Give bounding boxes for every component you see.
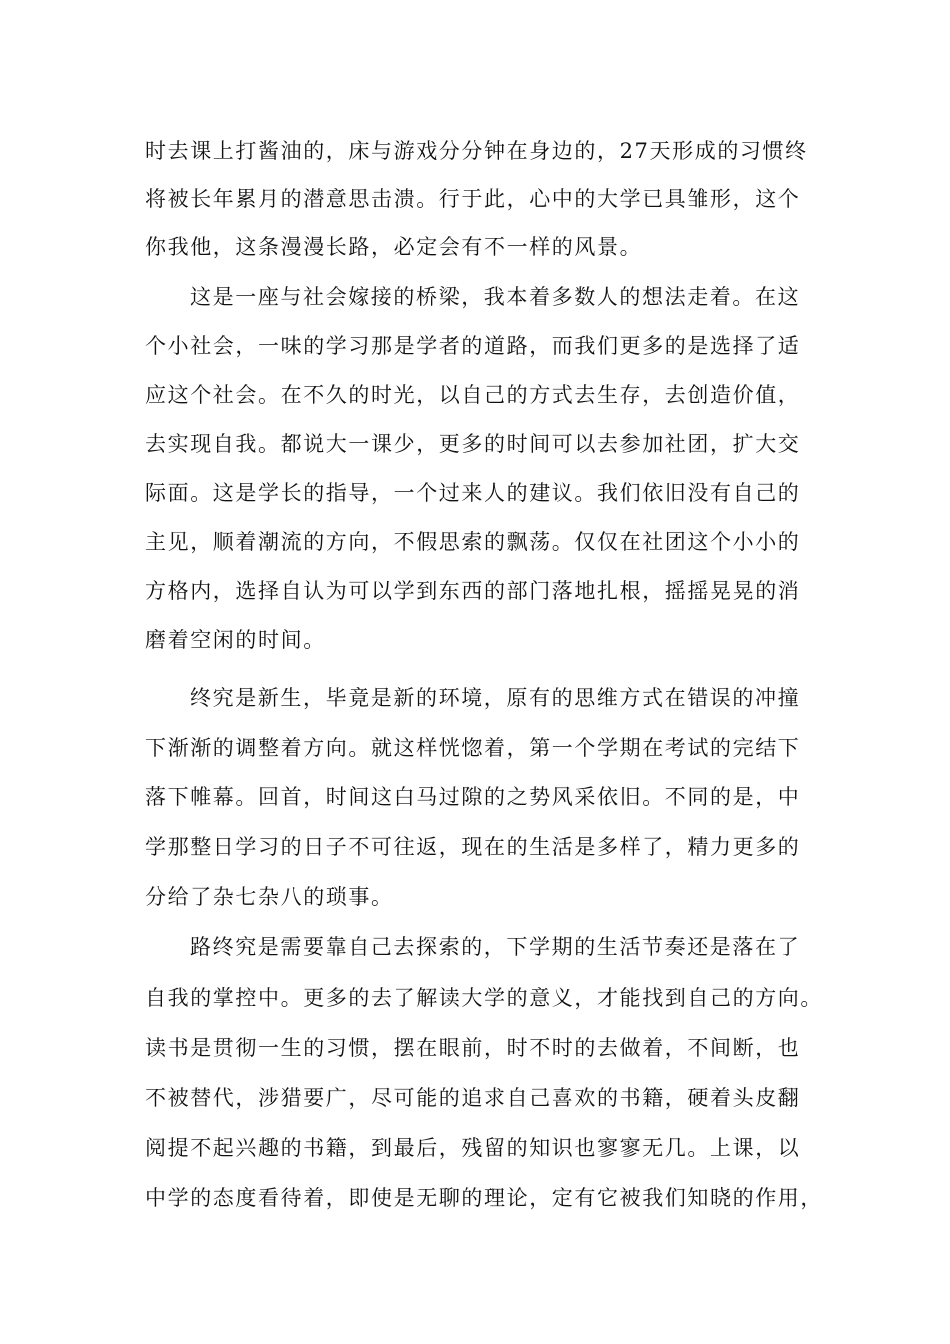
text-line: 不被替代，涉猎要广，尽可能的追求自己喜欢的书籍，硬着头皮翻 <box>145 1086 801 1110</box>
paragraph-first-line: 终究是新生，毕竟是新的环境，原有的思维方式在错误的冲撞 <box>190 686 801 710</box>
text-line: 你我他，这条漫漫长路，必定会有不一样的风景。 <box>145 235 643 259</box>
text-line: 个小社会，一味的学习那是学者的道路，而我们更多的是选择了适 <box>145 334 801 358</box>
text-line: 应这个社会。在不久的时光，以自己的方式去生存，去创造价值， <box>145 383 801 407</box>
text-line: 读书是贯彻一生的习惯，摆在眼前，时不时的去做着，不间断，也 <box>145 1036 801 1060</box>
text-line: 磨着空闲的时间。 <box>145 628 326 652</box>
text-line: 际面。这是学长的指导，一个过来人的建议。我们依旧没有自己的 <box>145 481 801 505</box>
text-line: 学那整日学习的日子不可往返，现在的生活是多样了，精力更多的 <box>145 835 801 859</box>
text-line: 时去课上打酱油的，床与游戏分分钟在身边的，27天形成的习惯终 <box>145 139 808 163</box>
text-line: 落下帷幕。回首，时间这白马过隙的之势风采依旧。不同的是，中 <box>145 785 801 809</box>
text-line: 去实现自我。都说大一课少，更多的时间可以去参加社团，扩大交 <box>145 432 801 456</box>
text-line: 中学的态度看待着，即使是无聊的理论，定有它被我们知晓的作用， <box>145 1186 823 1210</box>
text-line: 下渐渐的调整着方向。就这样恍惚着，第一个学期在考试的完结下 <box>145 736 801 760</box>
paragraph-first-line: 这是一座与社会嫁接的桥梁，我本着多数人的想法走着。在这 <box>190 285 801 309</box>
text-line: 将被长年累月的潜意思击溃。行于此，心中的大学已具雏形，这个 <box>145 187 801 211</box>
text-line: 自我的掌控中。更多的去了解读大学的意义，才能找到自己的方向。 <box>145 986 823 1010</box>
text-line: 主见，顺着潮流的方向，不假思索的飘荡。仅仅在社团这个小小的 <box>145 530 801 554</box>
text-line: 方格内，选择自认为可以学到东西的部门落地扎根，摇摇晃晃的消 <box>145 579 801 603</box>
text-line: 阅提不起兴趣的书籍，到最后，残留的知识也寥寥无几。上课，以 <box>145 1136 801 1160</box>
paragraph-first-line: 路终究是需要靠自己去探索的，下学期的生活节奏还是落在了 <box>190 935 801 959</box>
text-line: 分给了杂七杂八的琐事。 <box>145 885 394 909</box>
